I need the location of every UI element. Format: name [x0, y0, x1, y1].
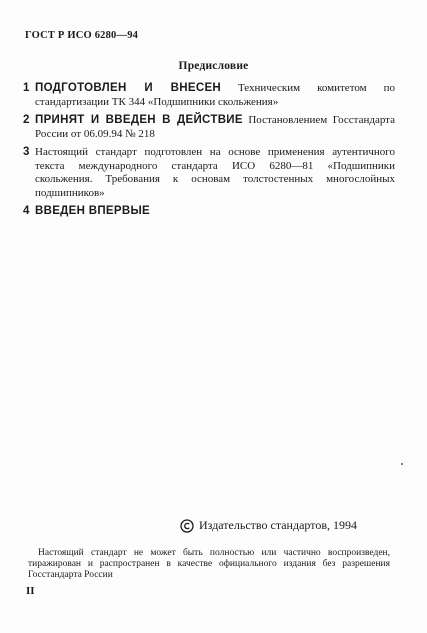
page-number: II: [26, 585, 35, 597]
item-text: Техническим комитетом по стандартизации ТК 344 «Подшипники скольжения»: [35, 82, 395, 108]
item-text: Настоящий стандарт подготовлен на основе применения аутентичного текста международного стандарта ИСО 6280—81 «Подшипники скольжения. Требования к основам толстостенных многослойных подшипников»: [35, 146, 395, 199]
foreword-item-3: [25, 146, 395, 200]
item-number: 4: [23, 205, 30, 217]
item-number: 2: [23, 114, 30, 126]
reproduction-notice: Настоящий стандарт не может быть полностью или частично воспроизведен, тиражирован и распространен в качестве официального издания без разрешения Госстандарта России: [28, 548, 390, 580]
foreword-item-2: [25, 114, 395, 141]
item-lead: ПОДГОТОВЛЕН И ВНЕСЕН: [35, 82, 222, 94]
copyright-icon: [180, 519, 194, 533]
standard-code-header: ГОСТ Р ИСО 6280—94: [25, 30, 139, 41]
copyright-line: [180, 518, 357, 533]
item-number: 3: [23, 146, 30, 158]
foreword-item-1: [25, 82, 395, 109]
scan-speck: [401, 463, 403, 465]
item-number: 1: [23, 82, 30, 94]
foreword-item-4: [25, 205, 395, 219]
foreword-title: Предисловие: [178, 60, 249, 72]
copyright-text: Издательство стандартов, 1994: [199, 518, 357, 532]
item-lead: ПРИНЯТ И ВВЕДЕН В ДЕЙСТВИЕ: [35, 114, 243, 126]
item-lead: ВВЕДЕН ВПЕРВЫЕ: [35, 205, 150, 217]
foreword-list: [25, 82, 395, 224]
item-text: Постановлением Госстандарта России от 06.09.94 № 218: [35, 114, 396, 140]
